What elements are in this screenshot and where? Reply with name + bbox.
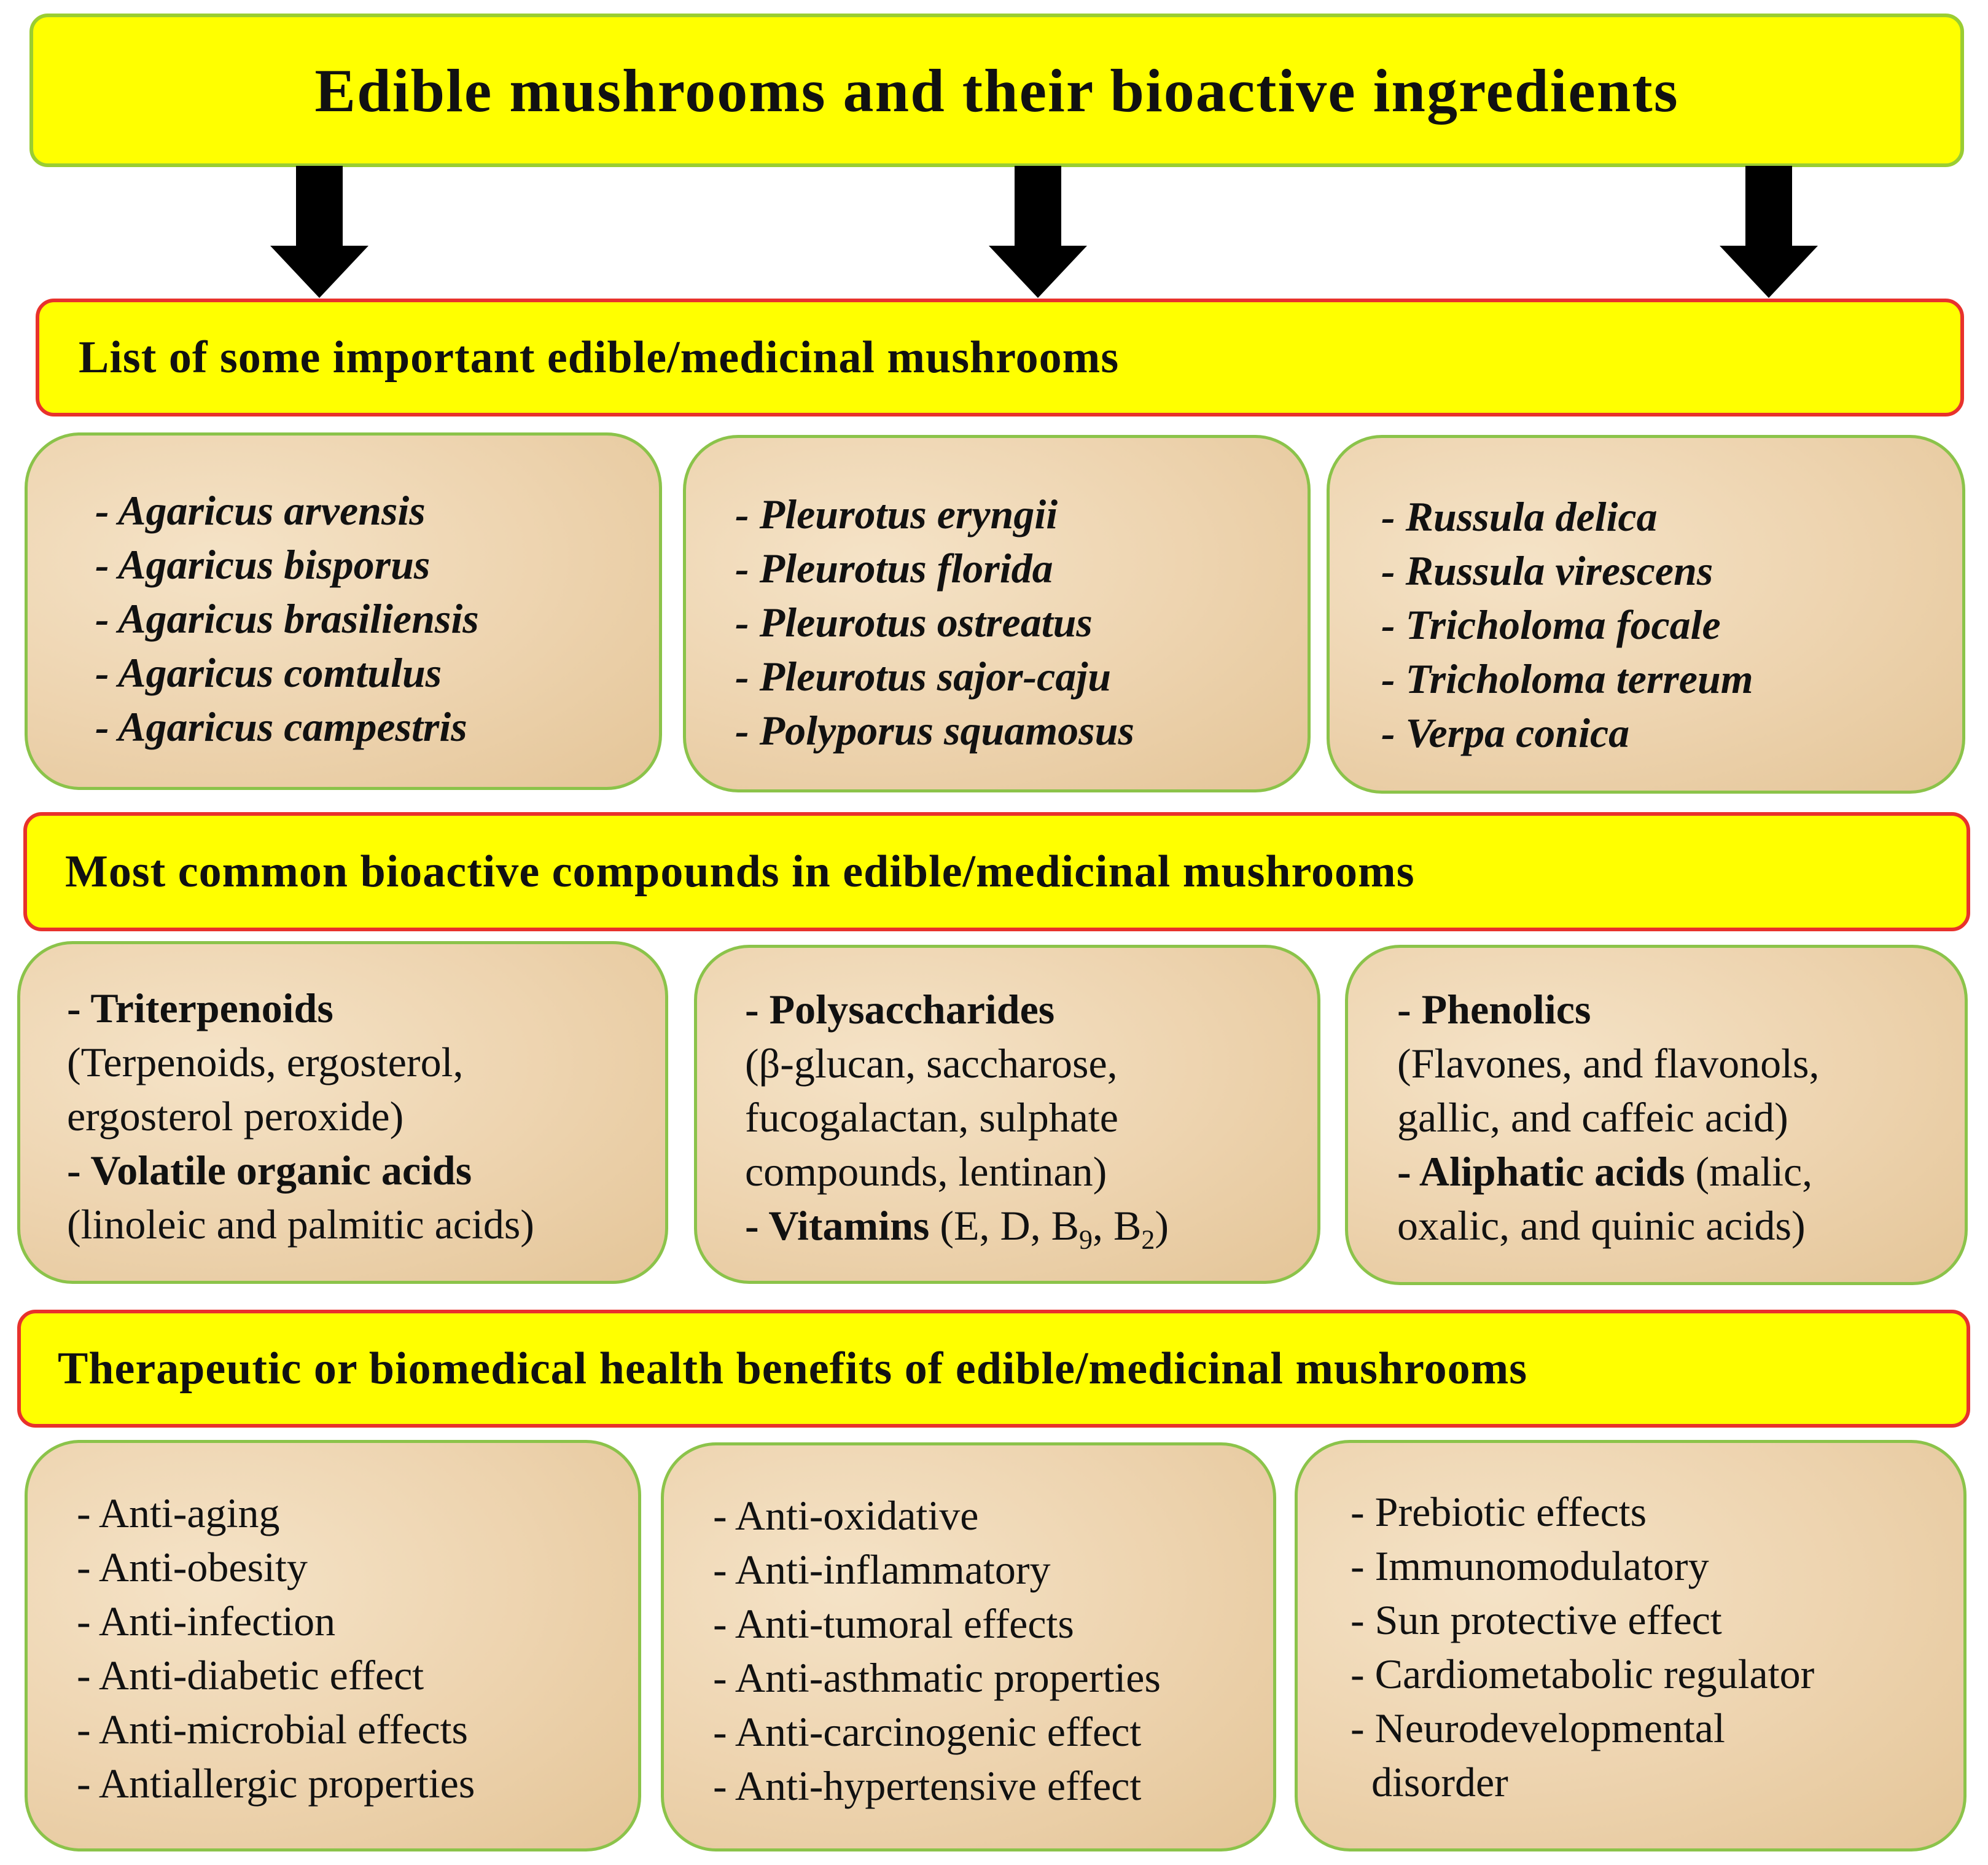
- mushrooms-section-header: List of some important edible/medicinal mushrooms: [36, 299, 1964, 416]
- vitamin-subscript: 2: [1141, 1224, 1155, 1255]
- list-item: - Anti-infection: [77, 1598, 336, 1644]
- arrow-down-center-icon: [989, 166, 1087, 298]
- list-item: - Sun protective effect: [1351, 1597, 1722, 1643]
- mushroom-list-card-3: [1327, 435, 1965, 794]
- list-item: - Cardiometabolic regulator: [1351, 1651, 1815, 1697]
- compound-detail: fucogalactan, sulphate: [745, 1094, 1118, 1141]
- list-item: - Anti-diabetic effect: [77, 1652, 424, 1699]
- mushroom-list-card-1: [25, 432, 662, 790]
- list-item: - Agaricus bisporus: [95, 541, 431, 588]
- list-item: - Anti-hypertensive effect: [713, 1762, 1142, 1809]
- list-item: - Agaricus campestris: [95, 703, 467, 750]
- list-item: - Neurodevelopmental: [1351, 1705, 1725, 1751]
- list-item: - Agaricus comtulus: [95, 649, 442, 696]
- list-item: - Agaricus brasiliensis: [95, 595, 479, 642]
- list-item: - Anti-microbial effects: [77, 1706, 468, 1753]
- compound-detail: gallic, and caffeic acid): [1397, 1094, 1788, 1141]
- list-item: - Tricholoma terreum: [1381, 655, 1753, 702]
- vitamin-subscript: 9: [1079, 1224, 1093, 1255]
- list-item: disorder: [1351, 1759, 1508, 1805]
- list-item: - Anti-asthmatic properties: [713, 1654, 1161, 1701]
- compound-detail: (Flavones, and flavonols,: [1397, 1040, 1820, 1087]
- benefits-card-1: [25, 1440, 641, 1851]
- list-item: - Russula virescens: [1381, 547, 1713, 594]
- compound-detail: (β-glucan, saccharose,: [745, 1040, 1118, 1087]
- list-item: - Russula delica: [1381, 493, 1658, 540]
- diagram-title: Edible mushrooms and their bioactive ingredients: [314, 56, 1679, 125]
- benefits-card-2: [661, 1442, 1276, 1851]
- compound-heading: - Volatile organic acids: [67, 1147, 472, 1194]
- compound-detail: (Terpenoids, ergosterol,: [67, 1039, 464, 1085]
- compound-detail: compounds, lentinan): [745, 1148, 1107, 1195]
- list-item: - Prebiotic effects: [1351, 1488, 1647, 1535]
- compound-detail: (malic,: [1685, 1148, 1813, 1195]
- list-item: - Agaricus arvensis: [95, 487, 426, 534]
- arrow-down-left-icon: [270, 166, 368, 298]
- compound-heading: - Vitamins: [745, 1202, 930, 1249]
- list-item: - Anti-aging: [77, 1490, 280, 1536]
- compounds-card-3: [1345, 945, 1968, 1285]
- compounds-section-header: Most common bioactive compounds in edible/medicinal mushrooms: [23, 812, 1970, 931]
- list-item: - Anti-obesity: [77, 1544, 308, 1590]
- compound-detail: oxalic, and quinic acids): [1397, 1202, 1806, 1249]
- list-item: - Antiallergic properties: [77, 1760, 475, 1807]
- list-item: - Tricholoma focale: [1381, 601, 1721, 648]
- arrow-down-right-icon: [1720, 166, 1818, 298]
- list-item: - Pleurotus florida: [735, 545, 1053, 592]
- list-item: - Polyporus squamosus: [735, 707, 1134, 754]
- list-item: - Pleurotus sajor-caju: [735, 653, 1112, 700]
- compounds-card-1: [17, 941, 668, 1284]
- compound-heading: - Polysaccharides: [745, 986, 1055, 1033]
- benefits-card-3: [1295, 1440, 1967, 1851]
- list-item: - Immunomodulatory: [1351, 1542, 1709, 1589]
- compound-heading: - Phenolics: [1397, 986, 1591, 1033]
- list-item: - Anti-oxidative: [713, 1492, 979, 1539]
- compound-heading: - Aliphatic acids: [1397, 1148, 1685, 1195]
- compound-heading: - Triterpenoids: [67, 985, 333, 1031]
- benefits-section-header: Therapeutic or biomedical health benefits of edible/medicinal mushrooms: [17, 1310, 1970, 1428]
- list-item: - Anti-carcinogenic effect: [713, 1708, 1142, 1755]
- list-item: - Pleurotus ostreatus: [735, 599, 1093, 646]
- list-item: - Verpa conica: [1381, 710, 1630, 756]
- compound-detail: ergosterol peroxide): [67, 1093, 404, 1140]
- list-item: - Pleurotus eryngii: [735, 491, 1058, 538]
- title-banner: [29, 14, 1964, 167]
- compounds-card-2: - Polysaccharides (β-glucan, saccharose, fucogalactan, sulphate compounds, lentinan) - Vitamins (E, D, $B_9$, $B_2$): [694, 945, 1320, 1284]
- mushroom-list-card-2: [683, 435, 1311, 792]
- list-item: - Anti-inflammatory: [713, 1546, 1051, 1593]
- compound-detail: (linoleic and palmitic acids): [67, 1201, 534, 1248]
- vitamins-detail: (E, D, B: [929, 1202, 1080, 1249]
- list-item: - Anti-tumoral effects: [713, 1600, 1074, 1647]
